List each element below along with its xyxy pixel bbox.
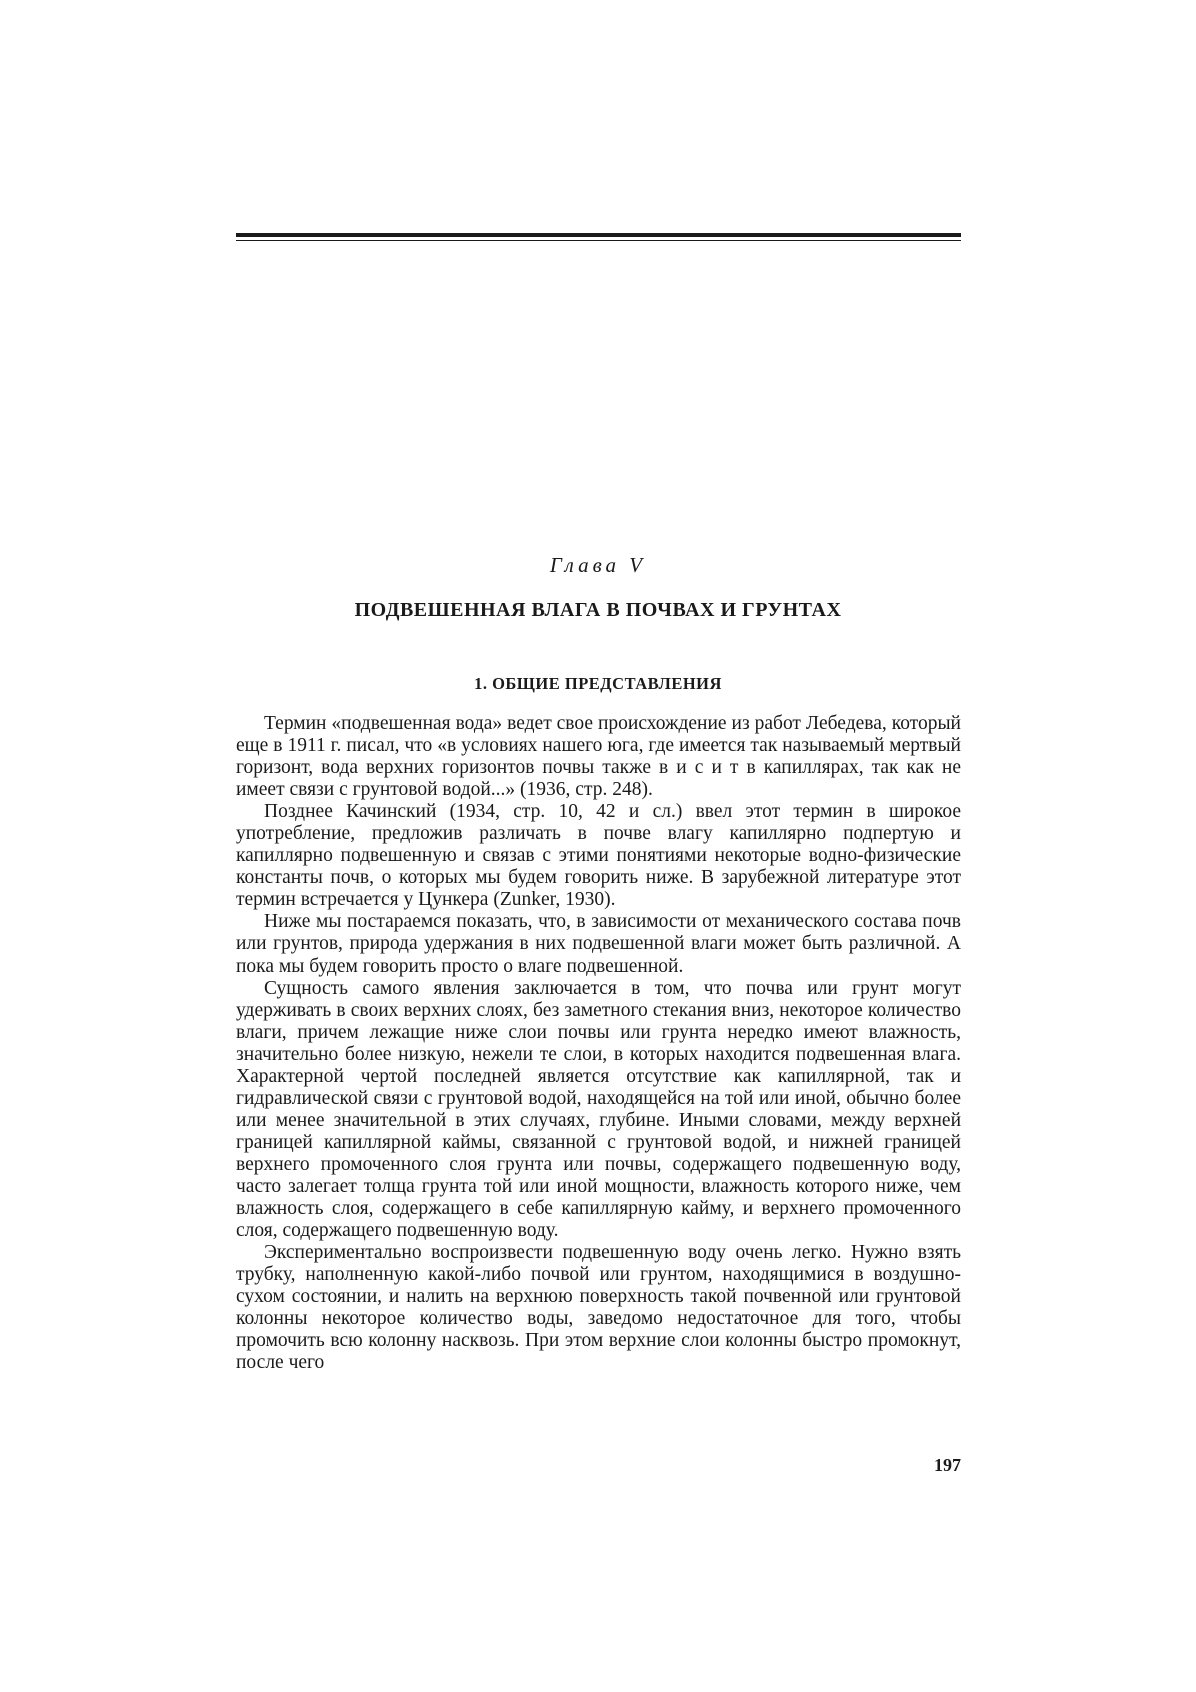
page-number: 197 [934, 1455, 961, 1475]
paragraph: Позднее Качинский (1934, стр. 10, 42 и сл.) ввел этот термин в широкое употребление, предложив различать в почве влагу капиллярно подпертую и капиллярно подвешенную и связав с этими понятиями некоторые водно-физические константы почв, о которых мы будем говорить ниже. В зарубежной литературе этот термин встречается у Цункера (Zunker, 1930). [236, 801, 961, 911]
top-rule-thick [236, 233, 961, 237]
chapter-label: Глава V [549, 553, 647, 577]
paragraph: Сущность самого явления заключается в том, что почва или грунт могут удерживать в своих верхних слоях, без заметного стекания вниз, некоторое количество влаги, причем лежащие ниже слои почвы или грунта нередко имеют влажность, значительно более низкую, нежели те слои, в которых находится подвешенная влага. Характерной чертой последней является отсутствие как капиллярной, так и гидравлической связи с грунтовой водой, находящейся на той или иной, обычно более или менее значительной в этих случаях, глубине. Иными словами, между верхней границей капиллярной каймы, связанной с грунтовой водой, и нижней границей верхнего промоченного слоя грунта или почвы, содержащего подвешенную воду, часто залегает толща грунта той или иной мощности, влажность которого ниже, чем влажность слоя, содержащего в себе капиллярную кайму, и верхнего промоченного слоя, содержащего подвешенную воду. [236, 977, 961, 1242]
top-rule [236, 233, 961, 241]
paragraph: Ниже мы постараемся показать, что, в зависимости от механического состава почв или грунтов, природа удержания в них подвешенной влаги может быть различной. А пока мы будем говорить просто о влаге подвешенной. [236, 911, 961, 977]
section-title: 1. ОБЩИЕ ПРЕДСТАВЛЕНИЯ [474, 674, 722, 693]
top-rule-thin [236, 240, 961, 241]
chapter-title: ПОДВЕШЕННАЯ ВЛАГА В ПОЧВАХ И ГРУНТАХ [354, 599, 842, 621]
paragraph: Термин «подвешенная вода» ведет свое происхождение из работ Лебедева, который еще в 1911 г. писал, что «в условиях нашего юга, где имеется так называемый мертвый горизонт, вода верхних горизонтов почвы также в и с и т в капиллярах, так как не имеет связи с грунтовой водой...» (1936, стр. 248). [236, 713, 961, 801]
body-text [236, 713, 961, 1374]
paragraph: Экспериментально воспроизвести подвешенную воду очень легко. Нужно взять трубку, наполненную какой-либо почвой или грунтом, находящимися в воздушно-сухом состоянии, и налить на верхнюю поверхность такой почвенной или грунтовой колонны некоторое количество воды, заведомо недостаточное для того, чтобы промочить всю колонну насквозь. При этом верхние слои колонны быстро промокнут, после чего [236, 1242, 961, 1374]
